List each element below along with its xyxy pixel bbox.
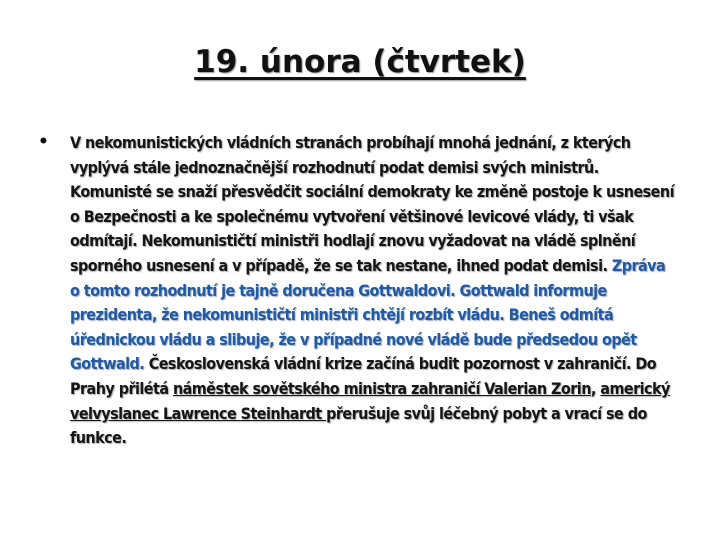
- slide-title: 19. února (čtvrtek): [194, 44, 526, 80]
- paragraph-text-1: V nekomunistických vládních stranách probíhají mnohá jednání, z kterých vyplývá stále jednoznačnější rozhodnutí podat demisi svých ministrů. Komunisté se snaží přesvědčit sociální demokraty ke změně postoje k usnesení o Bezpečnosti a ke společnému vytvoření většinové levicové vlády, ti však odmítají. Nekomunističtí ministři hodlají znovu vyžadovat na vládě splnění sporného usnesení a v případě, že se tak nestane, ihned podat demisi.: [70, 133, 674, 275]
- link-zorin[interactable]: náměstek sovětského ministra zahraničí Valerian Zorin: [172, 378, 591, 398]
- highlighted-text: Zpráva o tomto rozhodnutí je tajně doručena Gottwaldovi. Gottwald informuje prezidenta, že nekomunističtí ministři chtějí rozbít vládu. Beneš odmítá úřednickou vládu a slibuje, že v případné nové vládě bude předsedou opět Gottwald.: [70, 255, 666, 374]
- bullet-icon: •: [38, 132, 49, 152]
- link-steinhardt[interactable]: americký velvyslanec Lawrence Steinhardt: [70, 378, 670, 423]
- separator-text: ,: [590, 378, 601, 398]
- slide-body: [38, 131, 678, 451]
- bullet-paragraph: [70, 131, 678, 451]
- paragraph-text-3: přerušuje svůj léčebný pobyt a vrací se do funkce.: [70, 403, 647, 448]
- paragraph-text-2: Československá vládní krize začíná budit pozornost v zahraničí. Do Prahy přilétá: [70, 354, 657, 398]
